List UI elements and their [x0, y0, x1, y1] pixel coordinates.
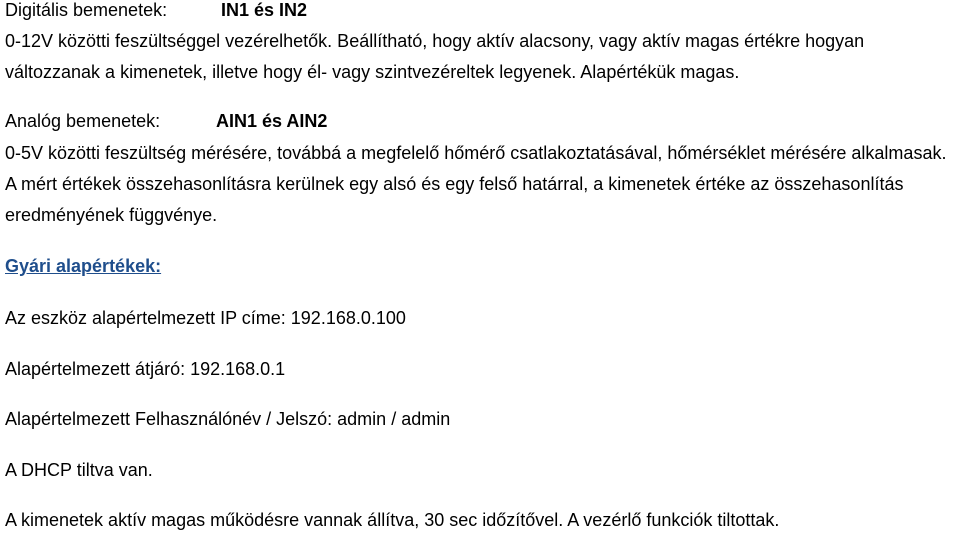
digital-inputs-description: 0-12V közötti feszültséggel vezérelhetők. Beállítható, hogy aktív alacsony, vagy aktív magas értékre hogyan változzanak a kimenetek, illetve hogy él- vagy szintvezéreltek legyenek. Alapértékük magas.: [5, 31, 865, 82]
factory-defaults-heading: Gyári alapértékek:: [5, 256, 162, 276]
default-gateway-text: Alapértelmezett átjáró: 192.168.0.1: [5, 359, 286, 379]
digital-inputs-label: Digitális bemenetek:: [5, 0, 168, 20]
default-credentials-text: Alapértelmezett Felhasználónév / Jelszó: admin / admin: [5, 409, 451, 429]
analog-inputs-title-row: [5, 111, 327, 131]
default-ip-text: Az eszköz alapértelmezett IP címe: 192.168.0.100: [5, 308, 406, 328]
analog-inputs-label: Analóg bemenetek:: [5, 111, 161, 131]
digital-inputs-value: IN1 és IN2: [221, 0, 308, 20]
analog-inputs-value: AIN1 és AIN2: [216, 111, 328, 131]
analog-inputs-description: 0-5V közötti feszültség mérésére, továbbá a megfelelő hőmérő csatlakoztatásával, hőmérséklet mérésére alkalmasak. A mért értékek összehasonlításra kerülnek egy alsó és egy felső határral, a kimenetek értéke az összehasonlítás eredményének függvénye.: [5, 143, 947, 225]
outputs-config-text: A kimenetek aktív magas működésre vannak állítva, 30 sec időzítővel. A vezérlő funkciók tiltottak.: [5, 510, 780, 530]
digital-inputs-title-row: [5, 0, 307, 20]
dhcp-status-text: A DHCP tiltva van.: [5, 460, 153, 480]
